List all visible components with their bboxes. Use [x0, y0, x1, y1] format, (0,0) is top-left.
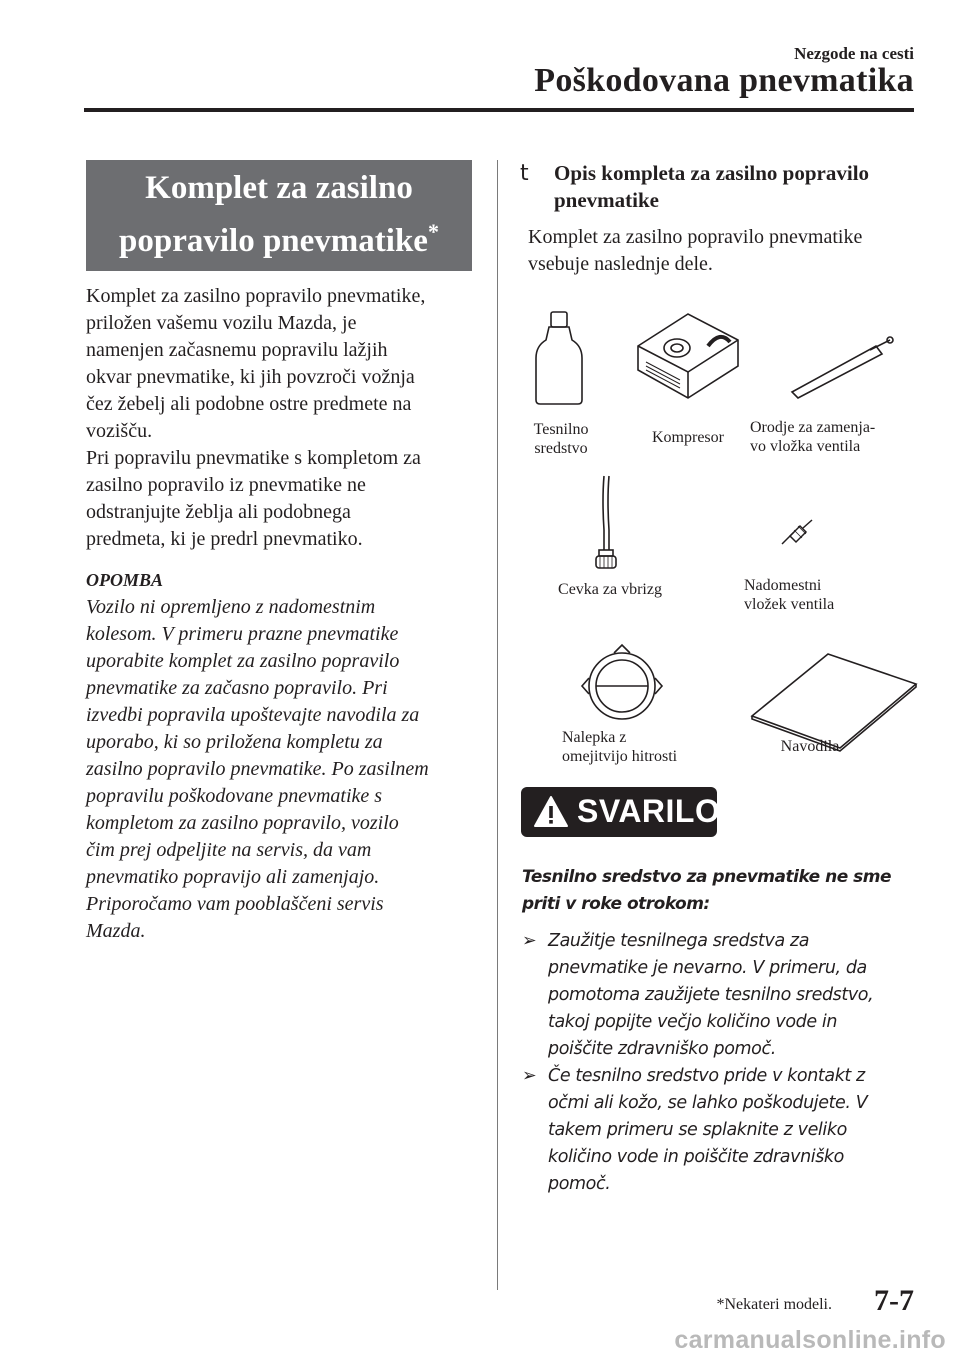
warning-banner — [521, 787, 721, 837]
note-line: pnevmatiko popravijo ali zamenjajo. — [86, 866, 380, 888]
valve-core-icon — [782, 520, 812, 544]
footnote: *Nekateri modeli. — [716, 1296, 832, 1313]
body-line: vozišču. — [86, 420, 153, 442]
body-line: čez žebelj ali podobne ostre predmete na — [86, 393, 412, 415]
body-line: priložen vašemu vozilu Mazda, je — [86, 312, 357, 334]
body-line: Komplet za zasilno popravilo pnevmatike, — [86, 285, 426, 307]
section-title-line1: Komplet za zasilno — [145, 170, 413, 206]
page-number: 7-7 — [874, 1284, 914, 1317]
note-heading: OPOMBA — [86, 570, 164, 590]
header-section: Nezgode na cesti — [794, 44, 914, 63]
label-hose: Cevka za vbrizg — [558, 581, 662, 598]
intro-paragraph — [86, 283, 472, 553]
subheading-line1: Opis kompleta za zasilno popravilo — [554, 161, 870, 185]
note-line: popravilu poškodovane pnevmatike s — [86, 785, 383, 807]
right-column — [520, 160, 920, 278]
sealant-bottle-icon — [536, 312, 582, 404]
valve-tool-icon — [792, 337, 893, 398]
speed-sticker-icon — [582, 645, 662, 719]
note-block — [86, 594, 472, 945]
compressor-icon — [638, 314, 738, 398]
warning-item: ➢ Če tesnilno sredstvo pride v kontakt z očmi ali kožo, se lahko poškodujete. V takem primeru se splaknite z veliko količino vode in poiščite zdravniško pomoč. — [522, 1063, 918, 1198]
note-line: Mazda. — [86, 920, 146, 942]
note-line: Vozilo ni opremljeno z nadomestnim — [86, 596, 376, 618]
subheading — [520, 160, 920, 214]
page-title: Poškodovana pnevmatika — [534, 62, 914, 99]
note-line: uporabo, ki so priložena kompletu za — [86, 731, 383, 753]
label-manual: Navodila — [780, 738, 840, 755]
note-line: zasilno popravilo pnevmatike. Po zasilnem — [86, 758, 429, 780]
body-line: Pri popravilu pnevmatike s kompletom za — [86, 447, 421, 469]
kit-parts-drawing — [520, 300, 920, 780]
watermark: carmanualsonline.info — [674, 1326, 946, 1354]
warning-list — [522, 928, 918, 1198]
body-line: predmeta, ki je predrl pnevmatiko. — [86, 528, 363, 550]
label-sealant: Tesnilno sredstvo — [533, 421, 589, 457]
label-valve-core: Nadomestni vložek ventila — [744, 577, 835, 613]
kit-intro — [520, 224, 920, 278]
section-title-line2: popravilo pnevmatike* — [119, 219, 439, 259]
kit-intro-line2: vsebuje naslednje dele. — [528, 253, 713, 275]
note-line: kolesom. V primeru prazne pnevmatike — [86, 623, 399, 645]
label-compressor: Kompresor — [652, 429, 724, 446]
note-line: uporabite komplet za zasilno popravilo — [86, 650, 400, 672]
column-divider — [497, 160, 498, 1290]
warning-lead: Tesnilno sredstvo za pnevmatike ne sme priti v roke otrokom: — [522, 867, 892, 914]
warning-triangle-icon — [533, 795, 569, 829]
warning-label: SVARILO — [577, 793, 721, 829]
body-line: namenjen začasnemu popravilu lažjih — [86, 339, 388, 361]
injection-hose-icon — [596, 476, 616, 568]
kit-intro-line1: Komplet za zasilno popravilo pnevmatike — [528, 226, 863, 248]
body-line: zasilno popravilo iz pnevmatike ne — [86, 474, 366, 496]
arrow-bullet-icon: ➢ — [522, 931, 537, 951]
label-valve-tool: Orodje za zamenja- vo vložka ventila — [750, 419, 876, 455]
kit-illustration — [520, 300, 920, 780]
note-line: kompletom za zasilno popravilo, vozilo — [86, 812, 399, 834]
footnote-mark: * — [427, 219, 439, 244]
note-line: Priporočamo vam pooblaščeni servis — [86, 893, 384, 915]
note-line: čim prej odpeljite na servis, da vam — [86, 839, 372, 861]
body-line: okvar pnevmatike, ki jih povzroči vožnja — [86, 366, 415, 388]
bullet-marker: t — [520, 161, 529, 186]
header-rule — [84, 108, 914, 112]
note-line: pnevmatike za začasno popravilo. Pri — [86, 677, 388, 699]
arrow-bullet-icon: ➢ — [522, 1066, 537, 1086]
label-speed-sticker: Nalepka z omejitvijo hitrosti — [562, 729, 678, 765]
section-title-box — [86, 160, 472, 271]
warning-item: ➢ Zaužitje tesnilnega sredstva za pnevmatike je nevarno. V primeru, da pomotoma zaužijete tesnilno sredstvo, takoj popijte večjo količino vode in poiščite zdravniško pomoč. — [522, 928, 918, 1063]
body-line: odstranjujte žeblja ali podobnega — [86, 501, 351, 523]
subheading-line2: pnevmatike — [554, 188, 659, 212]
note-line: izvedbi popravila upoštevajte navodila za — [86, 704, 420, 726]
left-column — [86, 160, 472, 945]
